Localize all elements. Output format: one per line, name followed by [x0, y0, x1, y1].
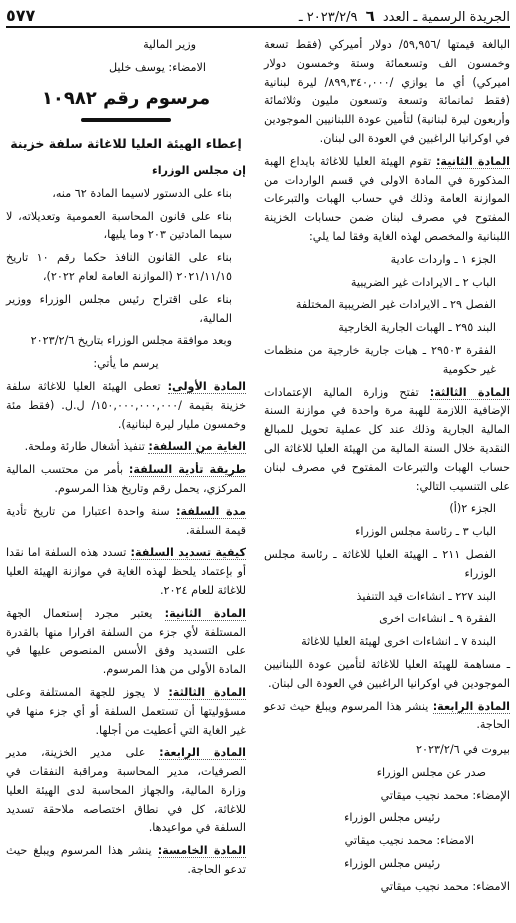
preamble-item: بناء على اقتراح رئيس مجلس الوزراء ووزير المالية، [6, 292, 232, 325]
article-2 [264, 153, 510, 247]
place-date: بيروت في ٢٠٢٣/٢/٦ [416, 743, 510, 757]
article-text: لا يجوز للجهة المستلفة وعلى مسؤوليتها أن تستعمل السلفة أو أي جزء منها في غير الغاية التي أعطيت من أجلها. [6, 685, 246, 737]
article-label: المادة الثانية: [164, 606, 246, 620]
article-label: مدة السلفة: [176, 504, 247, 518]
advance-goal [6, 438, 246, 457]
advance-duration [6, 503, 246, 541]
paragraph: البالغة قيمتها /٥٩,٩٥٦/ دولار أميركي (فقط تسعة وخمسون الف وتسعمائة وستة وخمسون دولار اميركي) أي ما يوازي /٨٩٩,٣٤٠,٠٠٠/ ليرة لبنانية (فقط ثمانمائة وتسعة وتسعون مليون وثلاثمائة وأربعون ليرة لبنانية) لتأمين عودة اللبنانيين الموجودين في اوكرانيا الراغبين في العودة الى لبنان. [264, 38, 510, 145]
list-item: البندة ٧ ـ انشاءات اخرى لهيئة العليا للاغاثة [301, 635, 496, 649]
issue-date: ٢٠٢٣/٢/٩ ـ [298, 10, 358, 25]
list-item: الفقرة ٩ ـ انشاءات اخرى [379, 612, 496, 626]
article-text: تسدد هذه السلفة اما نقدا أو بإعتماد يلحظ لهذه الغاية في موازنة الهيئة العليا للاغاثة للعام ٢٠٢٤. [6, 546, 246, 597]
list-item: الباب ٢ ـ الايرادات غير الضريبية [350, 275, 496, 289]
minister-title: وزير المالية [143, 38, 196, 51]
article-label: كيفية تسديد السلفة: [130, 546, 246, 560]
article-3 [6, 684, 246, 740]
article-label: المادة الثالثة: [429, 385, 510, 399]
left-column [6, 36, 246, 884]
list-item: الجزء ١ ـ واردات عادية [390, 252, 496, 266]
article-text: بأمر من محتسب المالية المركزي، يحمل رقم وتاريخ هذا المرسوم. [6, 463, 246, 495]
signature-line: الإمضاء: محمد نجيب ميقاتي [380, 788, 510, 802]
article-text: ينشر هذا المرسوم ويبلغ حيث تدعو الحاجة. [6, 844, 246, 877]
signature-line: صدر عن مجلس الوزراء [376, 765, 486, 779]
decree-number: مرسوم رقم ١٠٩٨٢ [41, 87, 211, 109]
preamble-item: بناء على قانون المحاسبة العمومية وتعديلاته، لا سيما المادتين ٢٠٣ وما يليها، [6, 209, 232, 242]
list-item: ـ مساهمة للهيئة العليا للاغاثة لتأمين عودة اللبنانيين الموجودين في اوكرانيا الراغبين في العودة الى لبنان. [264, 657, 510, 690]
minister-signature: الامضاء: يوسف خليل [108, 60, 206, 74]
decree-title: إعطاء الهيئة العليا للاغاثة سلفة خزينة [10, 136, 242, 152]
article-label: المادة الرابعة: [432, 699, 510, 713]
decrees-heading: يرسم ما يأتي: [93, 357, 159, 371]
signature-line: الامضاء: محمد نجيب ميقاتي [344, 834, 474, 848]
article-1 [6, 378, 246, 434]
list-item: الفقرة ٢٩٥٠٣ ـ هبات جارية خارجية من منظمات غير حكومية [264, 343, 496, 376]
advance-repayment [6, 544, 246, 600]
article-2 [6, 605, 246, 680]
journal-title [299, 7, 510, 25]
article-label: المادة الخامسة: [157, 844, 246, 858]
article-text: تعطى الهيئة العليا للاغاثة سلفة خزينة بقيمة /١٥٠,٠٠٠,٠٠٠,٠٠٠/ ل.ل. (فقط مئة وخمسون مليار ليرة لبنانية). [6, 379, 247, 431]
ornament-divider [6, 110, 246, 129]
preamble-item: بناء على القانون النافذ حكما رقم ١٠ تاريخ ٢٠٢١/١١/١٥ (الموازنة العامة لعام ٢٠٢٢)، [6, 251, 232, 283]
list-item: البند ٢٩٥ ـ الهبات الجارية الخارجية [338, 321, 496, 335]
list-item: الفصل ٢٩ ـ الايرادات غير الضريبية المختلفة [295, 298, 496, 312]
article-label: المادة الرابعة: [159, 746, 246, 760]
preamble-item: وبعد موافقة مجلس الوزراء بتاريخ ٢٠٢٣/٢/٦ [30, 334, 232, 348]
journal-name: الجريدة الرسمية ـ العدد [382, 10, 510, 25]
article-label: المادة الأولى: [167, 379, 247, 393]
article-text: ينشر هذا المرسوم ويبلغ حيث تدعو الحاجة. [264, 699, 510, 732]
article-label: الغاية من السلفة: [148, 440, 246, 454]
right-column [264, 36, 510, 901]
article-4 [264, 698, 510, 736]
article-5 [6, 842, 246, 880]
signature-line: رئيس مجلس الوزراء [344, 857, 440, 871]
advance-method [6, 461, 246, 499]
list-item: الفصل ٢١١ ـ الهيئة العليا للاغاثة ـ رئاسة مجلس الوزراء [264, 547, 496, 580]
article-3 [264, 384, 510, 497]
article-label: المادة الثالثة: [168, 685, 246, 699]
page-number: ٥٧٧ [6, 6, 36, 25]
article-text: تنفيذ أشغال طارئة وملحة. [24, 440, 149, 454]
page-header [6, 4, 510, 28]
council-heading: إن مجلس الوزراء [151, 163, 246, 177]
article-text: تفتح وزارة المالية الإعتمادات الإضافية اللازمة للهبة مرة واحدة في موازنة السنة المالية الجارية وذلك عند كل عملية تحويل للمبالغ النقدية خلال السنة المالية من الهيئة العليا للاغاثة الى حساب الهبات والتبرعات المفتوح في مصرف لبنان على التنسيب التالي: [264, 385, 510, 493]
signature-line: رئيس مجلس الوزراء [344, 811, 440, 825]
article-text: تقوم الهيئة العليا للاغاثة بايداع الهبة المذكورة في المادة الاولى في قسم الواردات من الموازنة العامة وذلك في حساب الهبات والتبرعات المفتوح في مصرف لبنان ضمن حسابات الخزينة اللبنانية والمخصص لهذه الغاية وفقا لما يلي: [264, 154, 510, 243]
article-text: على مدير الخزينة، مدير الصرفيات، مدير المحاسبة ومراقبة النفقات في وزارة المالية، والجهاز المحاسبة لدى الهيئة العليا للاغاثة، كل في نطاق اختصاصه ملاحقة تسديد السلفة في مواعيدها. [6, 746, 246, 835]
list-item: الجزء ٢(أ) [449, 502, 496, 516]
list-item: الباب ٣ ـ رئاسة مجلس الوزراء [355, 525, 496, 539]
article-text: سنة واحدة اعتبارا من تاريخ تأدية قيمة السلفة. [6, 504, 246, 537]
signature-line: الامضاء: محمد نجيب ميقاتي [380, 879, 510, 893]
list-item: البند ٢٢٧ ـ انشاءات قيد التنفيذ [356, 589, 496, 603]
issue-number: ٦ [365, 7, 375, 25]
article-label: المادة الثانية: [435, 154, 510, 168]
article-4 [6, 744, 246, 838]
article-text: يعتبر مجرد إستعمال الجهة المستلفة لأي جزء من السلفة اقرارا منها بالقدرة على التسديد وفق الأسس المنصوص عليها في المادة الأولى من هذا المرسوم. [6, 606, 246, 677]
article-label: طريقة تأدية السلفة: [128, 463, 247, 477]
preamble-item: بناء على الدستور لاسيما المادة ٦٢ منه، [52, 186, 232, 200]
